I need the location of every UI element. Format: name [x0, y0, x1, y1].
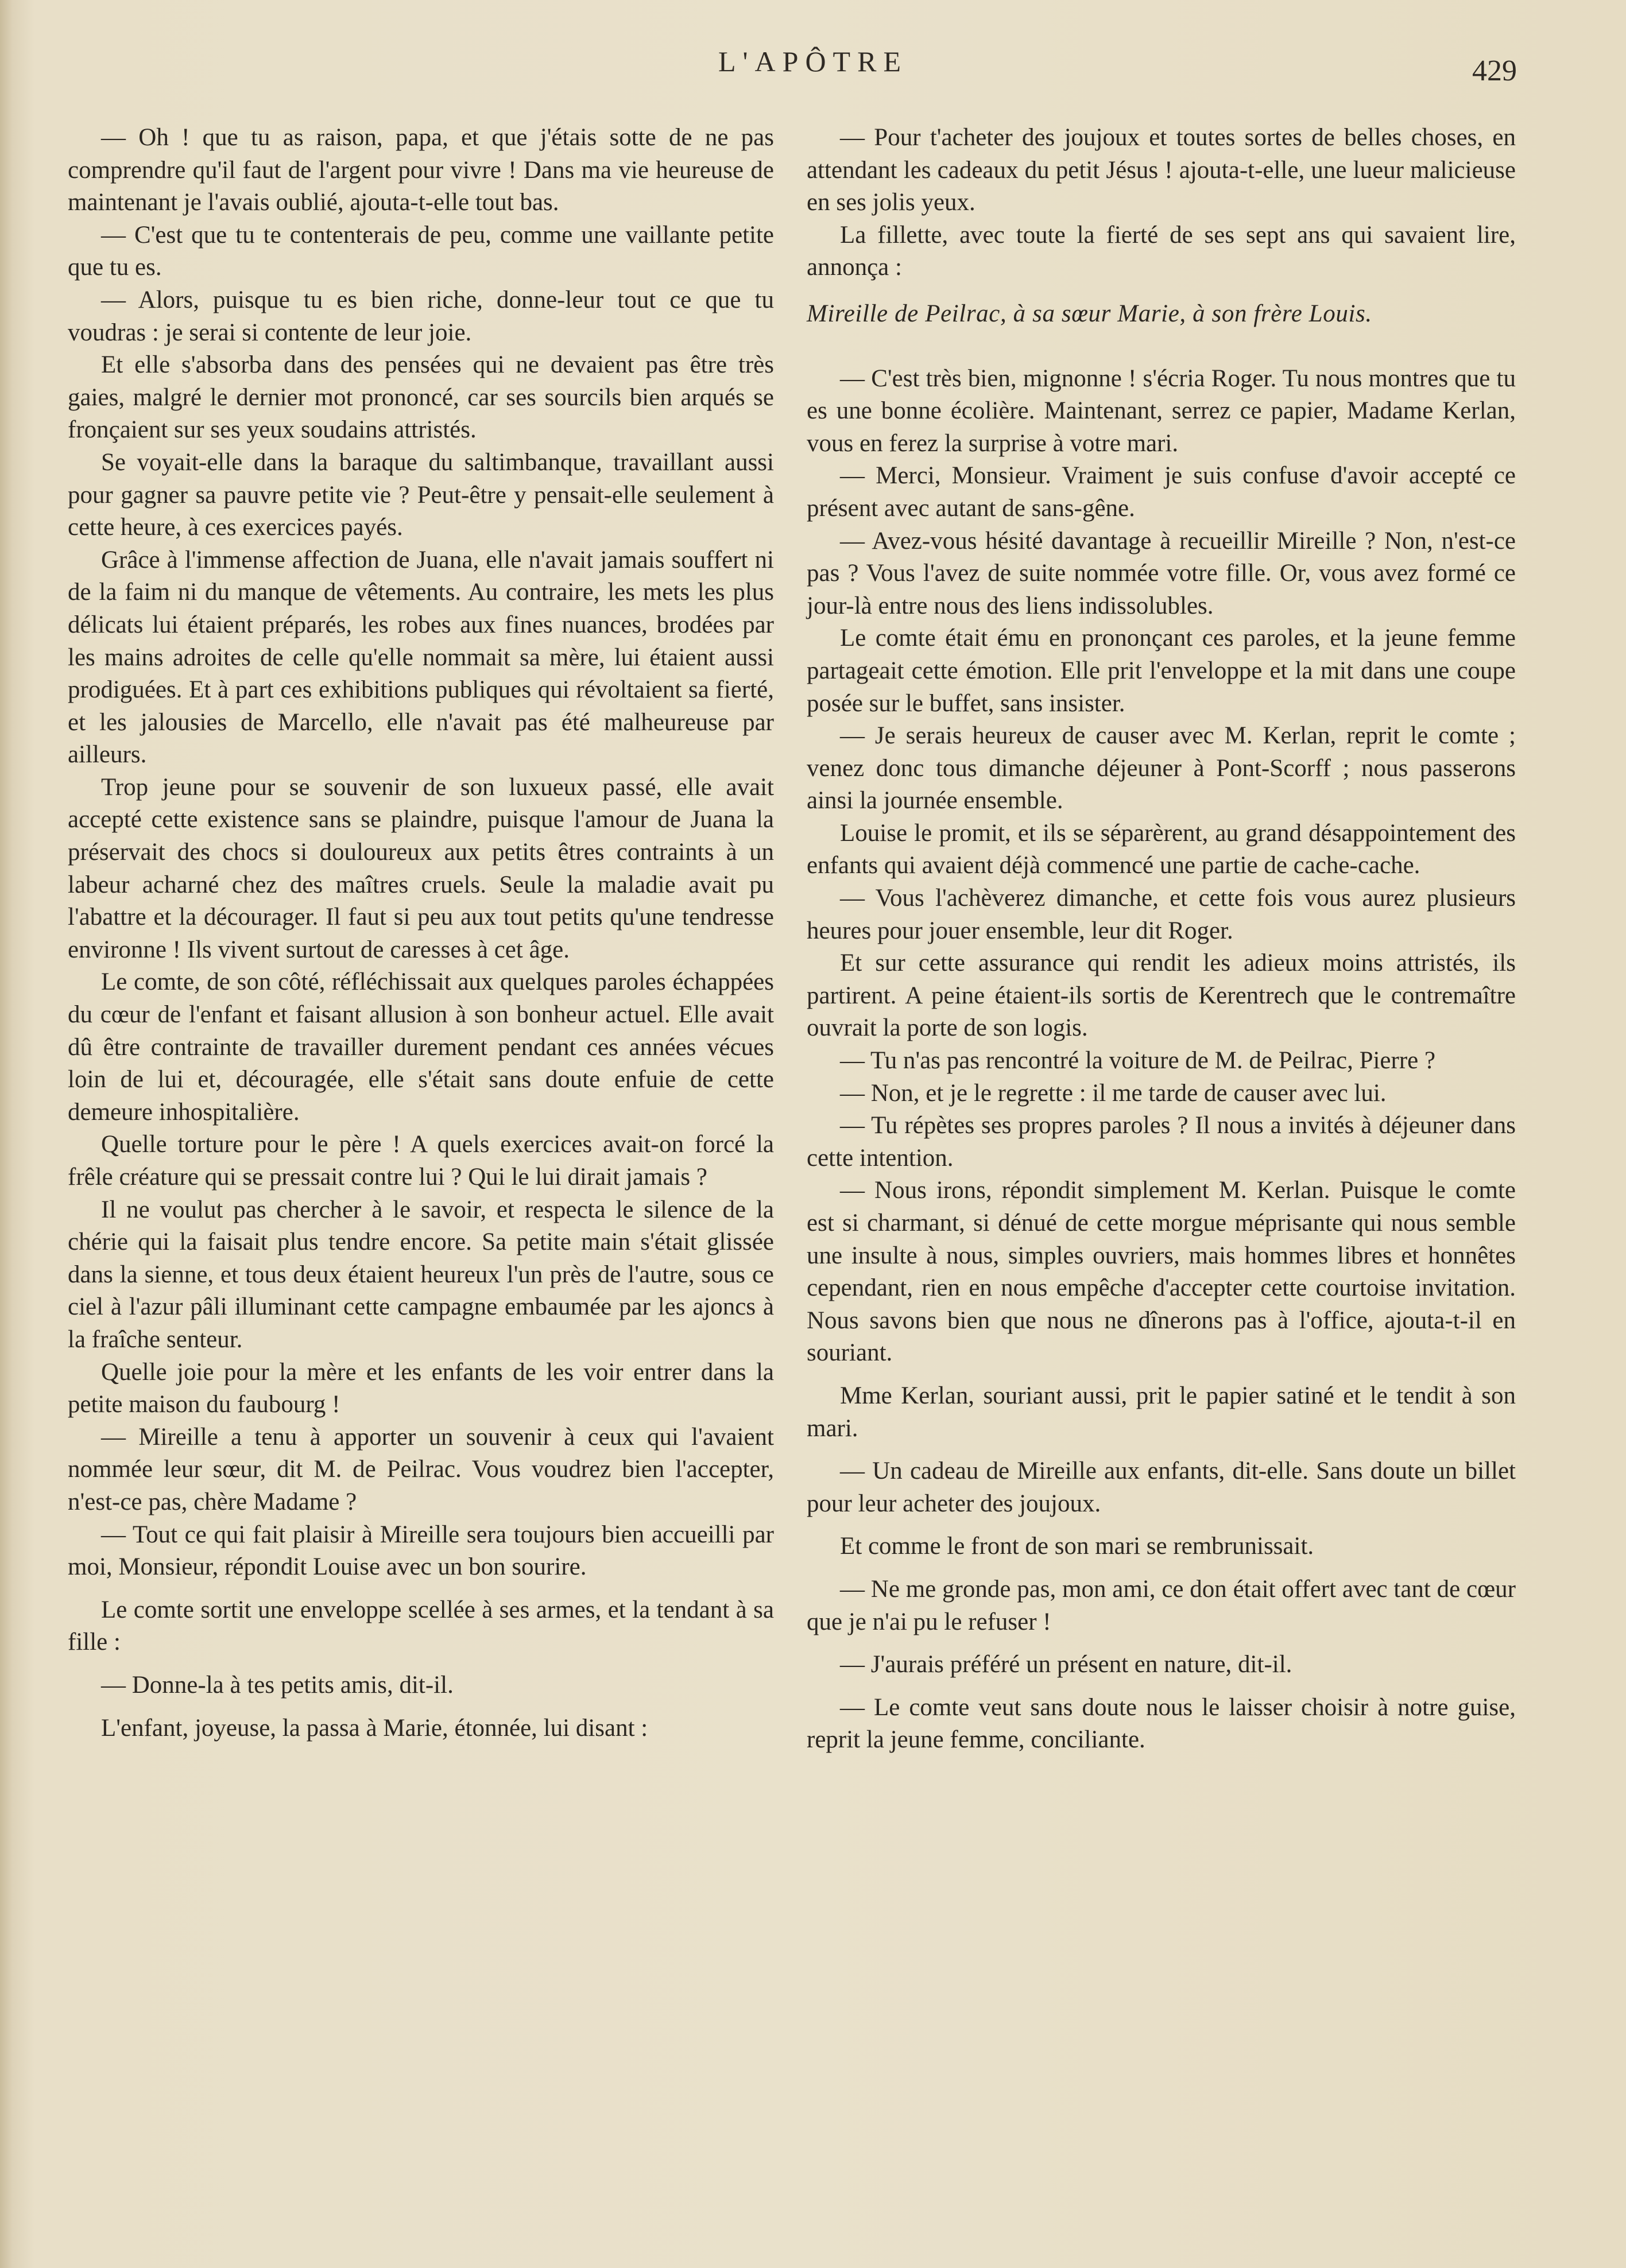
- paragraph: Et sur cette assurance qui rendit les adieux moins attristés, ils partirent. A peine étaient-ils sortis de Kerentrech que le contremaître ouvrait la porte de son logis.: [807, 949, 1516, 1042]
- paragraph: — J'aurais préféré un présent en nature, dit-il.: [840, 1651, 1292, 1678]
- paragraph: Le comte était ému en prononçant ces paroles, et la jeune femme partageait cette émotion. Elle prit l'enveloppe et la mit dans une coupe posée sur le buffet, sans insister.: [807, 625, 1516, 717]
- paragraph: Quelle torture pour le père ! A quels exercices avait-on forcé la frêle créature qui se pressait contre lui ? Qui le lui dirait jamais ?: [68, 1131, 774, 1191]
- paragraph: — Un cadeau de Mireille aux enfants, dit-elle. Sans doute un billet pour leur acheter des joujoux.: [807, 1457, 1516, 1517]
- paragraph: Mme Kerlan, souriant aussi, prit le papier satiné et le tendit à son mari.: [807, 1382, 1516, 1442]
- paragraph: Se voyait-elle dans la baraque du saltimbanque, travaillant aussi pour gagner sa pauvre petite vie ? Peut-être y pensait-elle seulement à cette heure, à ces exercices payés.: [68, 448, 774, 541]
- page-number: 429: [1472, 55, 1517, 87]
- paragraph: — Tu répètes ses propres paroles ? Il nous a invités à déjeuner dans cette intention.: [807, 1112, 1516, 1172]
- paragraph: — Je serais heureux de causer avec M. Kerlan, reprit le comte ; venez donc tous dimanche déjeuner à Pont-Scorff ; nous passerons ainsi la journée ensemble.: [807, 722, 1516, 815]
- paragraph: — Non, et je le regrette : il me tarde de causer avec lui.: [840, 1079, 1387, 1107]
- paragraph: Trop jeune pour se souvenir de son luxueux passé, elle avait accepté cette existence sans se plaindre, puisque l'amour de Juana la préservait des chocs si douloureux aux petits êtres contraints à un labeur acharné chez des maîtres cruels. Seule la maladie avait pu l'abattre et la décourager. Il faut si peu aux tout petits qu'une tendresse environne ! Ils vivent surtout de caresses à cet âge.: [68, 773, 774, 963]
- paragraph: Louise le promit, et ils se séparèrent, au grand désappointement des enfants qui avaient déjà commencé une partie de cache-cache.: [807, 819, 1516, 879]
- dedication-line: Mireille de Peilrac, à sa sœur Marie, à son frère Louis.: [807, 300, 1372, 327]
- paragraph: — Ne me gronde pas, mon ami, ce don était offert avec tant de cœur que je n'ai pu le refuser !: [807, 1575, 1516, 1635]
- paragraph: — Alors, puisque tu es bien riche, donne-leur tout ce que tu voudras : je serai si contente de leur joie.: [68, 286, 774, 346]
- paragraph: — C'est que tu te contenterais de peu, comme une vaillante petite que tu es.: [68, 221, 774, 281]
- paragraph: — Merci, Monsieur. Vraiment je suis confuse d'avoir accepté ce présent avec autant de sans-gêne.: [807, 462, 1516, 522]
- paragraph: Il ne voulut pas chercher à le savoir, et respecta le silence de la chérie qui la faisait plus tendre encore. Sa petite main s'était glissée dans la sienne, et tous deux étaient heureux l'un près de l'autre, sous ce ciel à l'azur pâli illuminant cette campagne embaumée par les ajoncs à la fraîche senteur.: [68, 1196, 774, 1353]
- paragraph: — Tu n'as pas rencontré la voiture de M. de Peilrac, Pierre ?: [840, 1047, 1436, 1075]
- right-column: [807, 122, 1516, 1757]
- left-column: [68, 122, 774, 1744]
- paragraph: — Le comte veut sans doute nous le laisser choisir à notre guise, reprit la jeune femme, conciliante.: [807, 1693, 1516, 1754]
- paragraph: — Nous irons, répondit simplement M. Kerlan. Puisque le comte est si charmant, si dénué de cette morgue méprisante qui nous semble une insulte à nous, simples ouvriers, mais hommes libres et honnêtes cependant, rien en nous empêche d'accepter cette courtoise invitation. Nous savons bien que nous ne dînerons pas à l'office, ajouta-t-il en souriant.: [807, 1177, 1516, 1367]
- paragraph: — Avez-vous hésité davantage à recueillir Mireille ? Non, n'est-ce pas ? Vous l'avez de suite nommée votre fille. Or, vous avez formé ce jour-là entre nous des liens indissolubles.: [807, 527, 1516, 619]
- paragraph: Et comme le front de son mari se rembrunissait.: [840, 1533, 1314, 1560]
- paragraph: — Donne-la à tes petits amis, dit-il.: [101, 1671, 454, 1699]
- paragraph: Quelle joie pour la mère et les enfants de les voir entrer dans la petite maison du faubourg !: [68, 1358, 774, 1418]
- paragraph: — Tout ce qui fait plaisir à Mireille sera toujours bien accueilli par moi, Monsieur, répondit Louise avec un bon sourire.: [68, 1521, 774, 1581]
- paragraph: — Pour t'acheter des joujoux et toutes sortes de belles choses, en attendant les cadeaux du petit Jésus ! ajouta-t-elle, une lueur malicieuse en ses jolis yeux.: [807, 124, 1516, 216]
- paragraph: Et elle s'absorba dans des pensées qui ne devaient pas être très gaies, malgré le dernier mot prononcé, car ses sourcils bien arqués se fronçaient sur ses yeux soudains attristés.: [68, 351, 774, 444]
- paragraph: Le comte, de son côté, réfléchissait aux quelques paroles échappées du cœur de l'enfant et faisant allusion à son bonheur actuel. Elle avait dû être contrainte de travailler durement pendant ces années vécues loin de lui et, découragée, elle s'était sans doute enfuie de cette demeure inhospitalière.: [68, 968, 774, 1126]
- paragraph: L'enfant, joyeuse, la passa à Marie, étonnée, lui disant :: [101, 1714, 648, 1742]
- paragraph: La fillette, avec toute la fierté de ses sept ans qui savaient lire, annonça :: [807, 221, 1516, 281]
- paragraph: — Oh ! que tu as raison, papa, et que j'étais sotte de ne pas comprendre qu'il faut de l'argent pour vivre ! Dans ma vie heureuse de maintenant je l'avais oublié, ajouta-t-elle tout bas.: [68, 124, 774, 216]
- running-title: L'APÔTRE: [718, 45, 908, 77]
- paragraph: — C'est très bien, mignonne ! s'écria Roger. Tu nous montres que tu es une bonne écolière. Maintenant, serrez ce papier, Madame Kerlan, vous en ferez la surprise à votre mari.: [807, 365, 1516, 457]
- paragraph: Le comte sortit une enveloppe scellée à ses armes, et la tendant à sa fille :: [68, 1596, 774, 1656]
- paragraph: — Vous l'achèverez dimanche, et cette fois vous aurez plusieurs heures pour jouer ensemble, leur dit Roger.: [807, 885, 1516, 944]
- paragraph: — Mireille a tenu à apporter un souvenir à ceux qui l'avaient nommée leur sœur, dit M. de Peilrac. Vous voudrez bien l'accepter, n'est-ce pas, chère Madame ?: [68, 1423, 774, 1515]
- paragraph: Grâce à l'immense affection de Juana, elle n'avait jamais souffert ni de la faim ni du manque de vêtements. Au contraire, les mets les plus délicats lui étaient préparés, les robes aux fines nuances, brodées par les mains adroites de celle qu'elle nommait sa mère, lui étaient aussi prodiguées. Et à part ces exhibitions publiques qui révoltaient sa fierté, et les jalousies de Marcello, elle n'avait pas été malheureuse par ailleurs.: [68, 546, 774, 769]
